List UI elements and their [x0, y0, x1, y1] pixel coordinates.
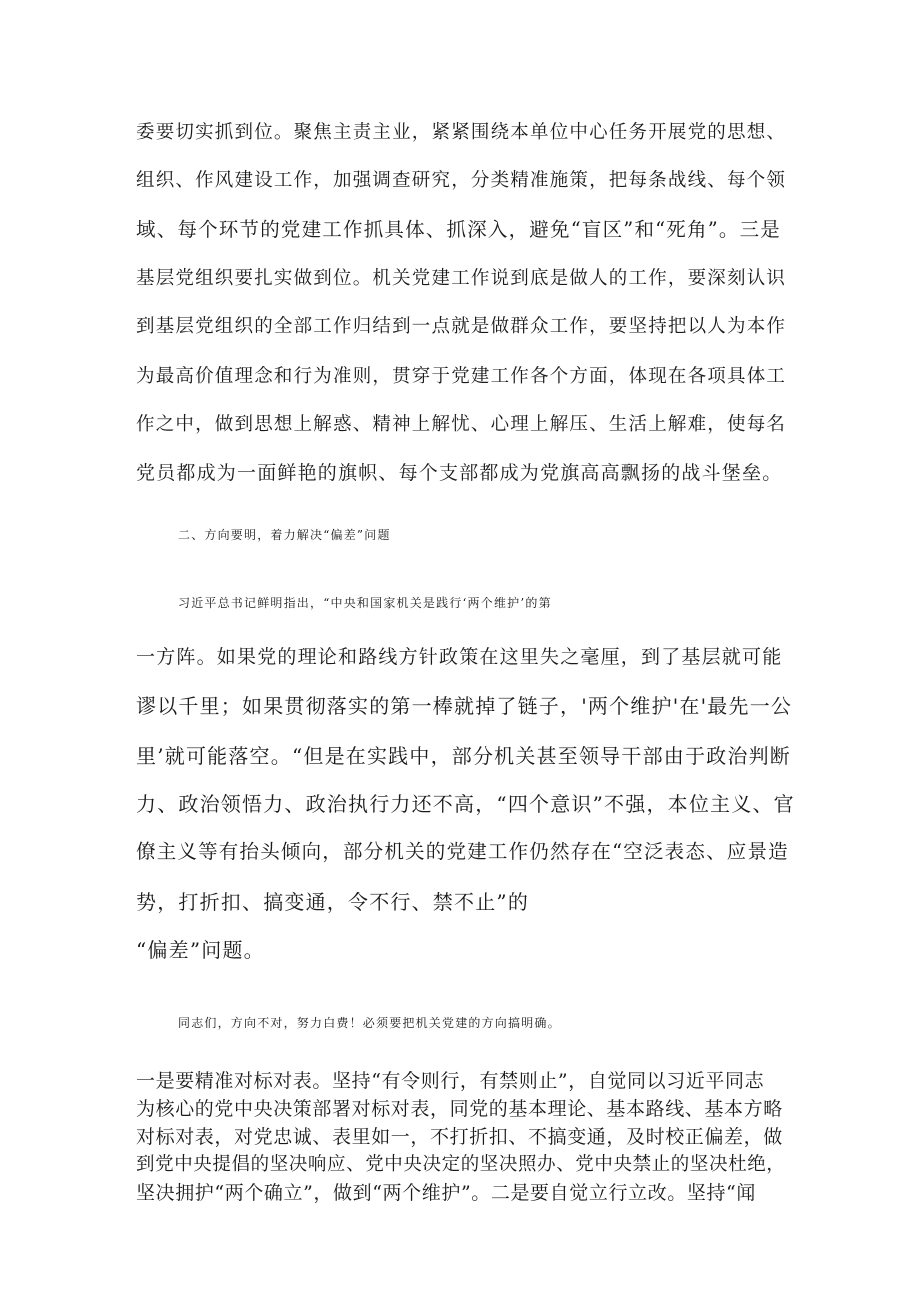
paragraph-4-line-4: 到党中央提倡的坚决响应、党中央决定的坚决照办、党中央禁止的坚决杜绝，	[136, 1154, 786, 1175]
paragraph-4-line-1: 一是要精准对标对表。坚持“有令则行，有禁则止”，自觉同以习近平同志	[136, 1070, 765, 1092]
paragraph-3-line-1: 同志们，方向不对，努力白费！必须要把机关党建的方向搞明确。	[178, 1016, 561, 1030]
paragraph-4-line-5: 坚决拥护“两个确立”，做到“两个维护”。二是要自觉立行立改。坚持“闻	[136, 1182, 756, 1204]
paragraph-1-line-2: 组织、作风建设工作，加强调查研究，分类精准施策，把每条战线、每个领	[136, 170, 787, 191]
paragraph-1-line-6: 为最高价值理念和行为准则，贯穿于党建工作各个方面，体现在各项具体工	[136, 366, 787, 387]
paragraph-1-line-4: 基层党组织要扎实做到位。机关党建工作说到底是做人的工作，要深刻认识	[136, 268, 787, 289]
paragraph-1-line-7: 作之中，做到思想上解惑、精神上解忧、心理上解压、生活上解难，使每名	[136, 414, 787, 435]
paragraph-1-line-5: 到基层党组织的全部工作归结到一点就是做群众工作，要坚持把以人为本作	[136, 316, 787, 337]
paragraph-2-line-2: 一方阵。如果党的理论和路线方针政策在这里失之毫厘，到了基层就可能	[136, 646, 783, 668]
paragraph-2-line-3: 谬以千里；如果贯彻落实的第一棒就掉了链子，'两个维护'在'最先一公	[136, 694, 793, 718]
paragraph-2-line-6: 僚主义等有抬头倾向，部分机关的党建工作仍然存在“空泛表态、应景造	[136, 840, 789, 863]
paragraph-2-line-4: 里’就可能落空。“但是在实践中，部分机关甚至领导干部由于政治判断	[136, 744, 791, 768]
paragraph-1-line-8: 党员都成为一面鲜艳的旗帜、每个支部都成为党旗高高飘扬的战斗堡垒。	[136, 462, 783, 484]
paragraph-1-line-1: 委要切实抓到位。聚焦主责主业，紧紧围绕本单位中心任务开展党的思想、	[136, 122, 787, 143]
paragraph-2-line-8: “偏差”问题。	[136, 938, 265, 962]
section-heading: 二、方向要明，着力解决“偏差”问题	[178, 528, 391, 542]
paragraph-2-line-7: 势，打折扣、搞变通，令不行、禁不止”的	[136, 890, 530, 914]
paragraph-4-line-2: 为核心的党中央决策部署对标对表，同党的基本理论、基本路线、基本方略	[136, 1098, 783, 1120]
paragraph-2-line-1: 习近平总书记鲜明指出，“中央和国家机关是践行‘两个维护’的第	[178, 596, 552, 610]
paragraph-2-line-5: 力、政治领悟力、政治执行力还不高，“四个意识”不强，本位主义、官	[136, 792, 795, 816]
paragraph-1-line-3: 域、每个环节的党建工作抓具体、抓深入，避免“盲区”和“死角”。三是	[136, 218, 781, 241]
paragraph-4-line-3: 对标对表，对党忠诚、表里如一，不打折扣、不搞变通，及时校正偏差，做	[136, 1126, 783, 1148]
